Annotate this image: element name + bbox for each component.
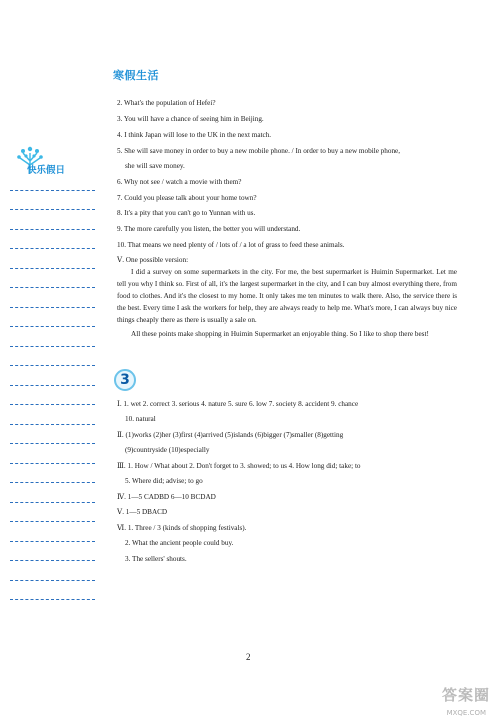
page-number: 2 xyxy=(246,652,251,662)
writing-line xyxy=(10,385,95,386)
writing-line xyxy=(10,404,95,405)
answer-line: 2. What's the population of Hefei? xyxy=(117,99,216,107)
writing-line xyxy=(10,190,95,191)
writing-line xyxy=(10,209,95,210)
answer-line: 7. Could you please talk about your home town? xyxy=(117,194,257,202)
answer-line: 10. That means we need plenty of / lots of / a lot of grass to feed these animals. xyxy=(117,241,345,249)
writing-line xyxy=(10,521,95,522)
writing-line xyxy=(10,502,95,503)
answer-line: Ⅱ. (1)works (2)her (3)first (4)arrived (5)islands (6)bigger (7)smaller (8)getting xyxy=(117,431,344,439)
section-heading: Ⅴ. One possible version: xyxy=(117,256,189,264)
writing-line xyxy=(10,248,95,249)
page-header-title: 寒假生活 xyxy=(113,69,159,82)
answer-line: 2. What the ancient people could buy. xyxy=(125,539,234,547)
answer-line: 10. natural xyxy=(125,415,156,423)
essay-paragraph: I did a survey on some supermarkets in the city. For me, the best supermarket is Huimin Supermarket. Let me tell you why I think so. First of all, it's the largest supermarket in the city, and I can buy almost everything there, from food to clothes. And it's the closest to my home. It only takes me ten minutes to walk there. Also, the service there is the best. Every time I ask the workers for help, they are always ready to help me. What's more, I can always buy nice things cheaply there as there is usually a sale on. xyxy=(117,268,457,325)
writing-line xyxy=(10,346,95,347)
answer-line: Ⅳ. 1—5 CADBD 6—10 BCDAD xyxy=(117,493,216,501)
watermark-logo: 答案圈 xyxy=(441,686,490,704)
watermark-url: MXQE.COM xyxy=(446,709,486,717)
writing-line xyxy=(10,326,95,327)
writing-line xyxy=(10,482,95,483)
writing-line xyxy=(10,268,95,269)
answer-line: Ⅵ. 1. Three / 3 (kinds of shopping festivals). xyxy=(117,524,247,532)
answer-line: 5. Where did; advise; to go xyxy=(125,477,203,485)
answer-line: 5. She will save money in order to buy a new mobile phone. / In order to buy a new mobile phone, xyxy=(117,147,401,155)
sidebar-writing-lines xyxy=(10,0,95,719)
answer-line: 4. I think Japan will lose to the UK in the next match. xyxy=(117,131,272,139)
answer-line: she will save money. xyxy=(125,162,185,170)
writing-line xyxy=(10,307,95,308)
answer-line: 3. You will have a chance of seeing him in Beijing. xyxy=(117,115,264,123)
essay xyxy=(117,266,457,341)
writing-line xyxy=(10,560,95,561)
answer-line: 3. The sellers' shouts. xyxy=(125,555,187,563)
sidebar-label: 快乐假日 xyxy=(27,165,66,176)
writing-line xyxy=(10,443,95,444)
writing-line xyxy=(10,365,95,366)
writing-line xyxy=(10,541,95,542)
writing-line xyxy=(10,580,95,581)
answer-line: (9)countryside (10)especially xyxy=(125,446,210,454)
answer-line: 6. Why not see / watch a movie with them? xyxy=(117,178,242,186)
answer-line: 8. It's a pity that you can't go to Yunnan with us. xyxy=(117,209,256,217)
answer-line: Ⅰ. 1. wet 2. correct 3. serious 4. nature 5. sure 6. low 7. society 8. accident 9. chance xyxy=(117,400,359,408)
writing-line xyxy=(10,463,95,464)
unit-number-badge: 3 xyxy=(114,369,136,391)
answer-line: Ⅲ. 1. How / What about 2. Don't forget to 3. showed; to us 4. How long did; take; to xyxy=(117,462,361,470)
answer-line: 9. The more carefully you listen, the better you will understand. xyxy=(117,225,301,233)
writing-line xyxy=(10,424,95,425)
writing-line xyxy=(10,229,95,230)
answer-line: Ⅴ. 1—5 DBACD xyxy=(117,508,168,516)
writing-line xyxy=(10,287,95,288)
essay-paragraph: All these points make shopping in Huimin Supermarket an enjoyable thing. So I like to shop there best! xyxy=(131,330,429,339)
writing-line xyxy=(10,599,95,600)
